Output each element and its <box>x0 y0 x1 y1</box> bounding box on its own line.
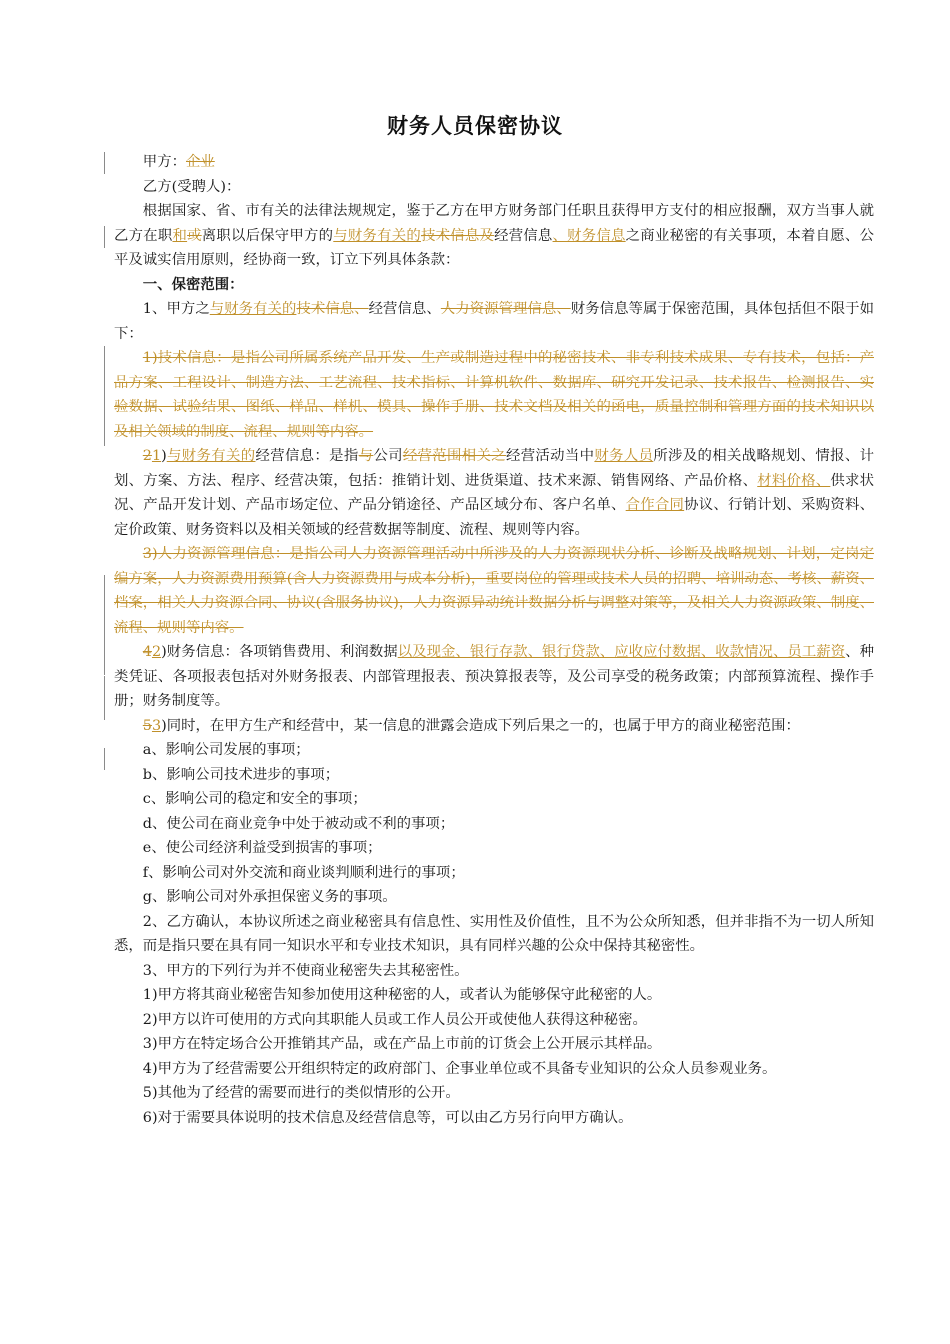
clause-3-item: 1)甲方将其商业秘密告知参加使用这种秘密的人，或者认为能够保守此秘密的人。 <box>142 987 662 1003</box>
list-item: f、影响公司对外交流和商业谈判顺利进行的事项； <box>142 864 465 881</box>
clause-3-item: 2)甲方以许可使用的方式向其职能人员或工作人员公开或使他人获得这种秘密。 <box>142 1011 647 1028</box>
list-item: b、影响公司技术进步的事项； <box>142 766 340 783</box>
list-item: e、使公司经济利益受到损害的事项； <box>142 840 382 856</box>
deleted-text: 4 <box>142 644 152 660</box>
inserted-text: 2 <box>151 644 162 660</box>
inserted-text: 、财务信息 <box>552 227 626 244</box>
list-item: c、影响公司的稳定和安全的事项； <box>142 791 367 807</box>
deleted-text: 2 <box>142 448 152 464</box>
list-item: g、影响公司对外承担保密义务的事项。 <box>142 889 397 905</box>
clause-3-item: 4)甲方为了经营需要公开组织特定的政府部门、企事业单位或不具备专业知识的公众人员参观业务。 <box>142 1060 777 1077</box>
deleted-text: 企业 <box>185 154 215 170</box>
deleted-text: 5 <box>142 717 152 734</box>
deleted-tech-info-paragraph: 1)技术信息：是指公司所属系统产品开发、生产或制造过程中的秘密技术、非专利技术成果、专有技术，包括：产品方案、工程设计、制造方法、工艺流程、技术指标、计算机软件、数据库、研究开发记录、技术报告、检测报告、实验数据、试验结果、图纸、样品、样机、模具、操作手册、技术文档及相关的函电，质量控制和管理方面的技术知识以及相关领域的制度、流程、规则等内容。 <box>114 350 874 440</box>
inserted-text: 材料价格、 <box>757 472 831 489</box>
party-a-line: 甲方：企业 <box>142 154 215 170</box>
clause-1: 1、甲方之与财务有关的技术信息、经营信息、人力资源管理信息、财务信息等属于保密范围，具体包括但不限于如下： <box>114 301 874 342</box>
finance-info-paragraph: 42)财务信息：各项销售费用、利润数据以及现金、银行存款、银行贷款、应收应付数据、收款情况、员工薪资、种类凭证、各项报表包括对外财务报表、内部管理报表、预决算报表等，及公司享受的税务政策；内部预算流程、操作手册；财务制度等。 <box>114 644 874 709</box>
inserted-text: 财务人员 <box>594 448 654 464</box>
clause-2: 2、乙方确认，本协议所述之商业秘密具有信息性、实用性及价值性，且不为公众所知悉，但并非指不为一切人所知悉，而是指只要在具有同一知识水平和专业技术知识，具有同样兴趣的公众中保持其秘密性。 <box>114 913 874 954</box>
deleted-text: 经营范围相关之 <box>402 448 506 464</box>
clause-3-item: 3)甲方在特定场合公开推销其产品，或在产品上市前的订货会上公开展示其样品。 <box>142 1036 662 1052</box>
inserted-text: 以及现金、银行存款、银行贷款、应收应付数据、收款情况、员工薪资 <box>397 644 846 660</box>
change-bar <box>104 575 105 675</box>
party-b-line: 乙方(受聘人)： <box>142 178 241 195</box>
consequence-paragraph: 53)同时，在甲方生产和经营中，某一信息的泄露会造成下列后果之一的，也属于甲方的商业秘密范围： <box>142 717 800 734</box>
change-bar <box>104 676 105 720</box>
document-body <box>114 150 874 1130</box>
intro-paragraph: 根据国家、省、市有关的法律法规规定，鉴于乙方在甲方财务部门任职且获得甲方支付的相应报酬，双方当事人就乙方在职和或离职以后保守甲方的与财务有关的技术信息及经营信息、财务信息之商业秘密的有关事项，本着自愿、公平及诚实信用原则，经协商一致，订立下列具体条款： <box>114 203 874 268</box>
inserted-text: 与财务有关的 <box>333 227 421 244</box>
inserted-text: 与财务有关的 <box>166 448 256 464</box>
deleted-hr-info-paragraph: 3)人力资源管理信息：是指公司人力资源管理活动中所涉及的人力资源现状分析、诊断及战略规划、计划，定岗定编方案，人力资源费用预算(含人力资源费用与成本分析)，重要岗位的管理或技术人员的招聘、培训动态、考核、薪资、档案，相关人力资源合同、协议(含服务协议)，人力资源异动统计数据分析与调整对策等，及相关人力资源政策、制度、流程、规则等内容。 <box>114 546 874 636</box>
inserted-text: 和 <box>172 227 188 244</box>
deleted-text: 与 <box>358 448 374 464</box>
deleted-text: 或 <box>187 227 202 244</box>
list-item: d、使公司在商业竞争中处于被动或不利的事项； <box>142 815 455 832</box>
document-title: 财务人员保密协议 <box>387 114 563 138</box>
deleted-text: 技术信息及 <box>420 227 495 244</box>
deleted-text: 技术信息、 <box>296 301 369 317</box>
list-item: a、影响公司发展的事项； <box>142 742 310 758</box>
clause-3: 3、甲方的下列行为并不使商业秘密失去其秘密性。 <box>142 962 469 979</box>
change-bar <box>104 748 105 770</box>
change-bar <box>104 346 105 446</box>
section-heading: 一、保密范围： <box>142 276 244 293</box>
clause-3-item: 6)对于需要具体说明的技术信息及经营信息等，可以由乙方另行向甲方确认。 <box>142 1109 633 1126</box>
clause-3-item: 5)其他为了经营的需要而进行的类似情形的公开。 <box>142 1085 460 1101</box>
inserted-text: 合作合同 <box>625 497 685 513</box>
inserted-text: 1 <box>151 448 162 464</box>
deleted-text: 人力资源管理信息、 <box>440 301 571 317</box>
inserted-text: 3 <box>151 717 162 734</box>
change-bar <box>104 226 105 248</box>
inserted-text: 与财务有关的 <box>209 301 297 317</box>
change-bar <box>104 152 105 174</box>
business-info-paragraph: 21)与财务有关的经营信息：是指与公司经营范围相关之经营活动当中财务人员所涉及的相关战略规划、情报、计划、方案、方法、程序、经营决策，包括：推销计划、进货渠道、技术来源、销售网络、产品价格、材料价格、供求状况、产品开发计划、产品市场定位、产品分销途径、产品区域分布、客户名单、合作合同协议、行销计划、采购资料、定价政策、财务资料以及相关领域的经营数据等制度、流程、规则等内容。 <box>114 448 874 538</box>
